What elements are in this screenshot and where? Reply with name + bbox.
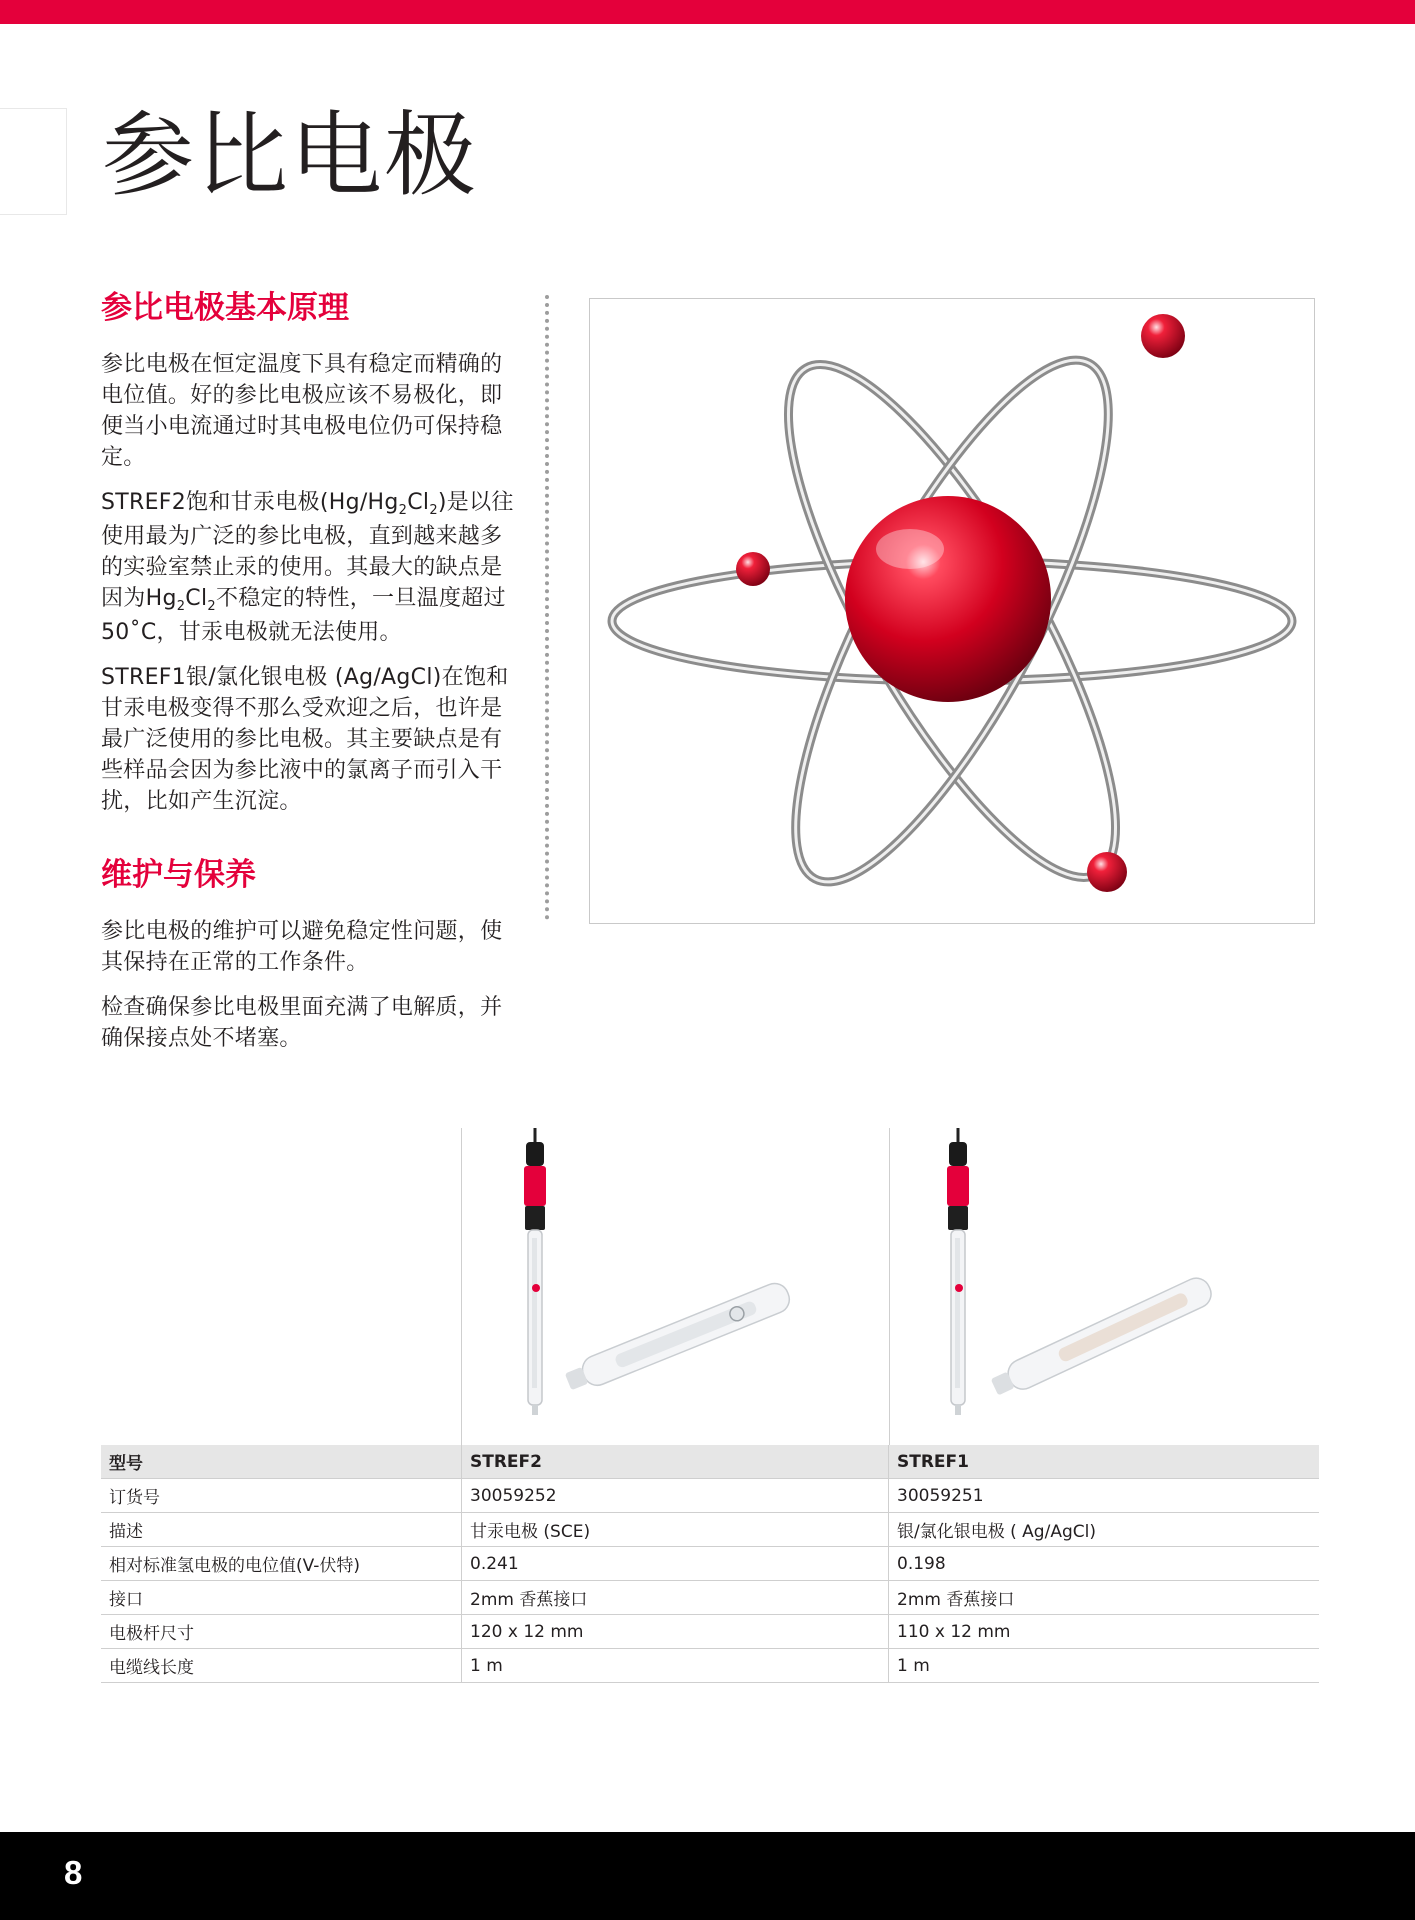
top-accent-bar (0, 0, 1415, 24)
row-value-stref2: 1 m (462, 1649, 889, 1683)
row-value-stref1: 2mm 香蕉接口 (889, 1581, 1320, 1615)
row-value-stref1: 0.198 (889, 1547, 1320, 1581)
row-value-stref2: 30059252 (462, 1479, 889, 1513)
table-row (101, 1547, 1319, 1581)
principles-paragraph-1: 参比电极在恒定温度下具有稳定而精确的电位值。好的参比电极应该不易极化，即便当小电流通过时其电极电位仍可保持稳定。 (101, 352, 503, 471)
row-label: 接口 (101, 1581, 462, 1615)
row-label: 描述 (101, 1513, 462, 1547)
table-row (101, 1615, 1319, 1649)
page-number: 8 (64, 1854, 83, 1891)
principles-paragraph-3: STREF1银/氯化银电极 (Ag/AgCl)在饱和甘汞电极变得不那么受欢迎之后，也许是最广泛使用的参比电极。其主要缺点是有些样品会因为参比液中的氯离子而引入干扰，比如产生沉淀。 (101, 665, 509, 815)
page-tab-marker (0, 108, 67, 215)
row-label: 电极杆尺寸 (101, 1615, 462, 1649)
stref2-electrode-photo (462, 1128, 888, 1445)
nucleus-sphere (845, 496, 1051, 702)
row-value-stref1: 110 x 12 mm (889, 1615, 1320, 1649)
table-row (101, 1479, 1319, 1513)
row-label: 相对标准氢电极的电位值(V-伏特) (101, 1547, 462, 1581)
stref1-electrode-photo (890, 1128, 1316, 1445)
principles-paragraph-2: STREF2饱和甘汞电极$(Hg/Hg_2Cl_2)$是以往使用最为广泛的参比电极，直到越来越多的实验室禁止汞的使用。其最大的缺点是因为$Hg_2Cl_2$不稳定的特性，一旦温度超过50˚C，甘汞电极就无法使用。 (101, 490, 514, 646)
maintenance-paragraph-2: 检查确保参比电极里面充满了电解质，并确保接点处不堵塞。 (101, 995, 503, 1052)
header-cell-model: 型号 (101, 1445, 462, 1479)
row-value-stref2: 2mm 香蕉接口 (462, 1581, 889, 1615)
maintenance-paragraph-1: 参比电极的维护可以避免稳定性问题，使其保持在正常的工作条件。 (101, 919, 503, 976)
column-divider (545, 295, 549, 920)
atom-model-image (589, 298, 1315, 924)
electron-top-right (1141, 314, 1185, 358)
footer-bar (0, 1832, 1415, 1920)
table-row (101, 1513, 1319, 1547)
table-row (101, 1649, 1319, 1683)
row-value-stref2: 0.241 (462, 1547, 889, 1581)
row-label: 电缆线长度 (101, 1649, 462, 1683)
row-value-stref1: 1 m (889, 1649, 1320, 1683)
row-value-stref2: 120 x 12 mm (462, 1615, 889, 1649)
maintenance-heading: 维护与保养 (101, 857, 256, 894)
page-title: 参比电极 (102, 102, 479, 209)
row-value-stref2: 甘汞电极 (SCE) (462, 1513, 889, 1547)
spec-table (101, 1445, 1319, 1683)
row-value-stref1: 30059251 (889, 1479, 1320, 1513)
table-row (101, 1581, 1319, 1615)
electron-bottom (1087, 852, 1127, 892)
electron-left (736, 552, 770, 586)
left-text-column (101, 290, 516, 1068)
header-cell-stref1: STREF1 (889, 1445, 1320, 1479)
row-value-stref1: 银/氯化银电极 ( Ag/AgCl) (889, 1513, 1320, 1547)
principles-heading: 参比电极基本原理 (101, 290, 349, 326)
row-label: 订货号 (101, 1479, 462, 1513)
header-cell-stref2: STREF2 (462, 1445, 889, 1479)
spec-table-header-row (101, 1445, 1319, 1479)
